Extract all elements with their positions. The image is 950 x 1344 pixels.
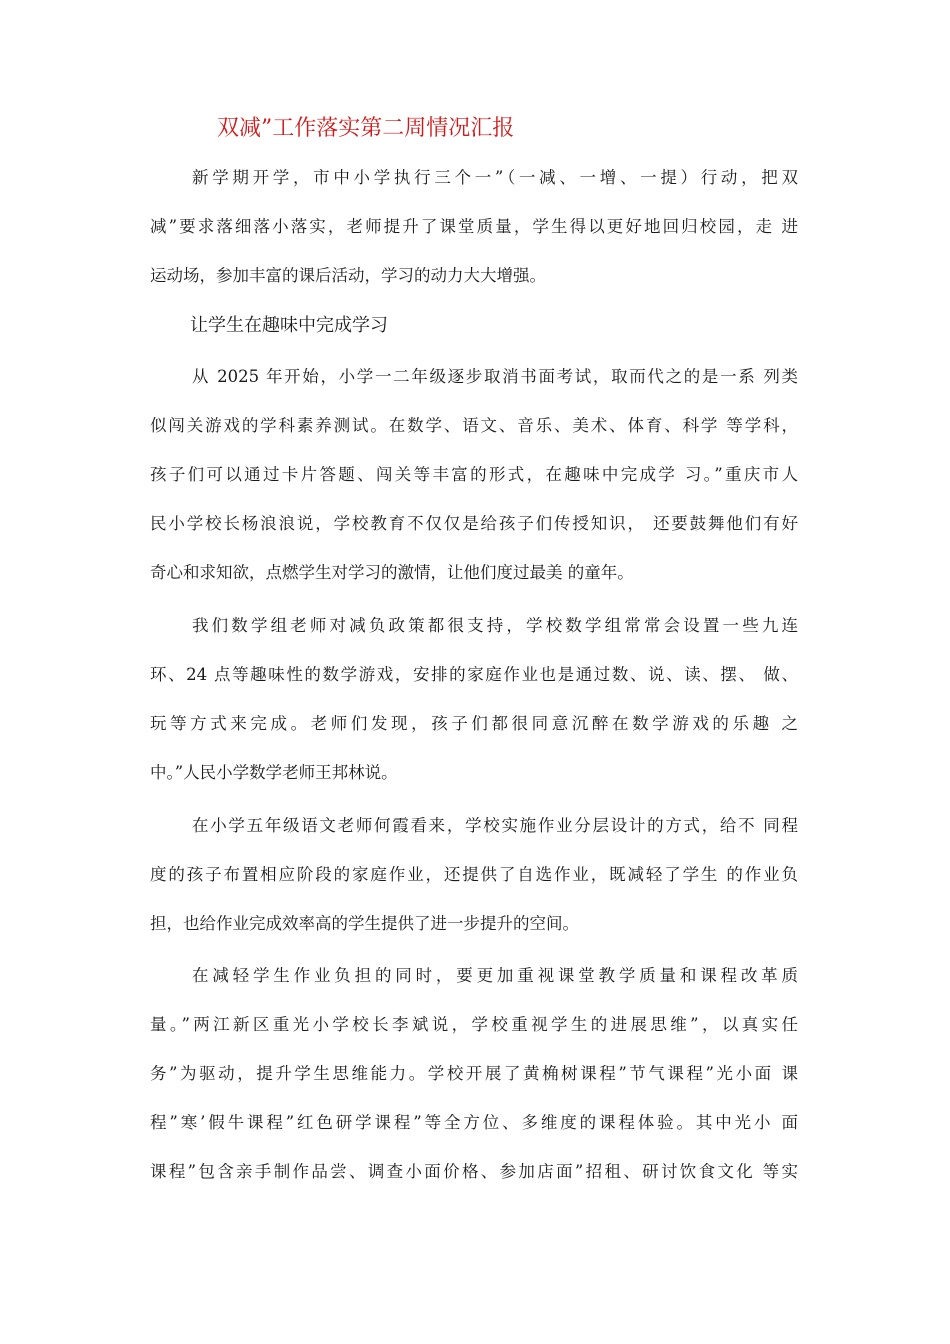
paragraph-line: 运动场，参加丰富的课后活动，学习的动力大大增强。 bbox=[150, 266, 546, 285]
paragraph-line: 似闯关游戏的学科素养测试。在数学、语文、音乐、美术、体育、科学 等学科， bbox=[150, 416, 798, 435]
paragraph-line: 程”寒’假牛课程”红色研学课程”等全方位、多维度的课程体验。其中光小 面 bbox=[150, 1113, 798, 1132]
document-title: 双减”工作落实第二周情况汇报 bbox=[217, 116, 515, 141]
paragraph-line: 担，也给作业完成效率高的学生提供了进一步提升的空间。 bbox=[150, 914, 579, 933]
paragraph-line: 课程”包含亲手制作品尝、调查小面价格、参加店面”招租、研讨饮食文化 等实 bbox=[150, 1162, 798, 1181]
paragraph-line: 度的孩子布置相应阶段的家庭作业，还提供了自选作业，既减轻了学生 的作业负 bbox=[150, 865, 798, 884]
section-heading: 让学生在趣味中完成学习 bbox=[190, 315, 388, 336]
paragraph-line: 玩等方式来完成。老师们发现，孩子们都很同意沉醉在数学游戏的乐趣 之 bbox=[150, 714, 798, 733]
paragraph-line: 我们数学组老师对减负政策都很支持，学校数学组常常会设置一些九连 bbox=[192, 616, 798, 635]
paragraph-line: 从 2025 年开始，小学一二年级逐步取消书面考试，取而代之的是一系 列类 bbox=[192, 367, 798, 386]
paragraph-line: 民小学校长杨浪浪说，学校教育不仅仅是给孩子们传授知识， 还要鼓舞他们有好 bbox=[150, 514, 798, 533]
paragraph-line: 务”为驱动，提升学生思维能力。学校开展了黄桷树课程”节气课程”光小面 课 bbox=[150, 1064, 798, 1083]
paragraph-line: 孩子们可以通过卡片答题、闯关等丰富的形式，在趣味中完成学 习。”重庆市人 bbox=[150, 465, 798, 484]
paragraph-line: 环、24 点等趣味性的数学游戏，安排的家庭作业也是通过数、说、读、摆、 做、 bbox=[150, 665, 798, 684]
paragraph-line: 奇心和求知欲，点燃学生对学习的激情，让他们度过最美 的童年。 bbox=[150, 563, 634, 582]
paragraph-line: 在减轻学生作业负担的同时，要更加重视课堂教学质量和课程改革质 bbox=[192, 966, 798, 985]
paragraph-line: 量。”两江新区重光小学校长李斌说，学校重视学生的进展思维”，以真实任 bbox=[150, 1015, 798, 1034]
paragraph-line: 在小学五年级语文老师何霞看来，学校实施作业分层设计的方式，给不 同程 bbox=[192, 816, 798, 835]
paragraph-line: 减”要求落细落小落实，老师提升了课堂质量，学生得以更好地回归校园，走 进 bbox=[150, 217, 798, 236]
paragraph-line: 中。”人民小学数学老师王邦林说。 bbox=[150, 763, 398, 782]
paragraph-line: 新学期开学，市中小学执行三个一”（一减、一增、一提）行动，把双 bbox=[192, 168, 798, 187]
